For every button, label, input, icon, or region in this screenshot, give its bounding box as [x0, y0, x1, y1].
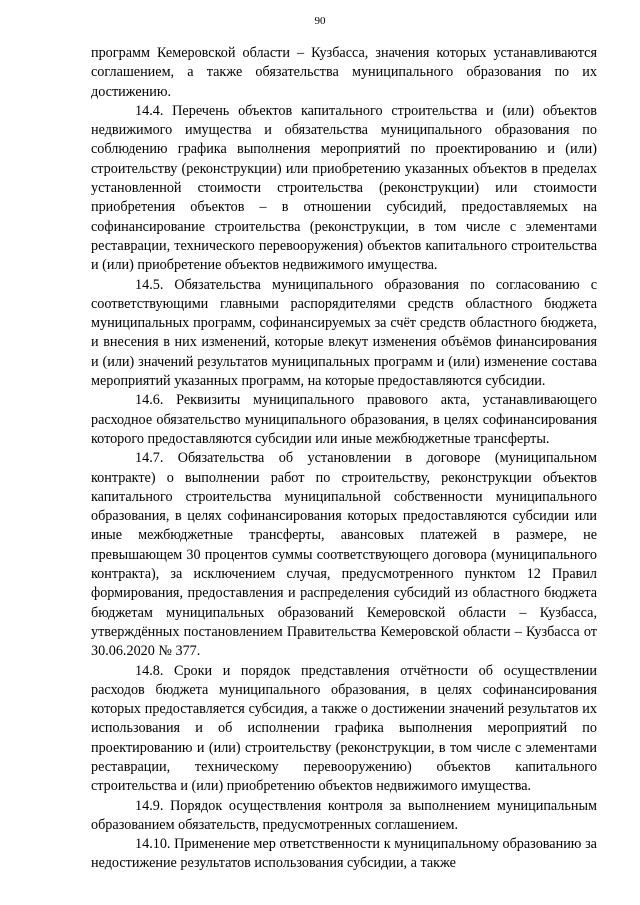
page-number: 90: [314, 15, 326, 27]
paragraph-14-8: 14.8. Сроки и порядок представления отчётности об осуществлении расходов бюджета муниципального образования, в целях софинансирования которых предоставляется субсидия, а также о достижении значений результатов их использования и об исполнении графика выполнения мероприятий по проектированию и (или) строительству (реконструкции, в том числе с элементами реставрации, техническому перевооружению) объектов капитального строительства и (или) приобретению объектов недвижимого имущества.: [91, 662, 597, 795]
document-body: [91, 44, 597, 874]
paragraph-14-5: 14.5. Обязательства муниципального образования по согласованию с соответствующими главными распорядителями средств областного бюджета муниципальных программ, софинансируемых за счёт средств областного бюджета, и внесения в них изменений, которые влекут изменения объёмов финансирования и (или) значений результатов муниципальных программ и (или) изменение состава мероприятий указанных программ, на которые предоставляются субсидии.: [91, 276, 597, 390]
paragraph-14-4: 14.4. Перечень объектов капитального строительства и (или) объектов недвижимого имущества и обязательства муниципального образования по соблюдению графика выполнения мероприятий по проектированию и (или) строительству (реконструкции) или приобретению указанных объектов в пределах установленной стоимости строительства (реконструкции) или стоимости приобретения объектов – в отношении субсидий, предоставляемых на софинансирование строительства (реконструкции, в том числе с элементами реставрации, технического перевооружения) объектов капитального строительства и (или) приобретение объектов недвижимого имущества.: [91, 102, 597, 274]
paragraph-14-6: 14.6. Реквизиты муниципального правового акта, устанавливающего расходное обязательство муниципального образования, в целях софинансирования которого предоставляются субсидии или иные межбюджетные трансферты.: [91, 392, 597, 447]
paragraph-14-10: 14.10. Применение мер ответственности к муниципальному образованию за недостижение результатов использования субсидии, а также: [91, 836, 597, 872]
paragraph-14-9: 14.9. Порядок осуществления контроля за выполнением муниципальным образованием обязательств, предусмотренных соглашением.: [91, 797, 597, 833]
paragraph-continuation: программ Кемеровской области – Кузбасса, значения которых устанавливаются соглашением, а также обязательства муниципального образования по их достижению.: [91, 45, 597, 100]
paragraph-14-7: 14.7. Обязательства об установлении в договоре (муниципальном контракте) о выполнении работ по строительству, реконструкции объектов капитального строительства муниципальной собственности муниципального образования, в целях софинансирования которых предоставляются субсидии или иные межбюджетные трансферты, авансовых платежей в размере, не превышающем 30 процентов суммы соответствующего договора (муниципального контракта), за исключением случая, предусмотренного пунктом 12 Правил формирования, предоставления и распределения субсидий из областного бюджета бюджетам муниципальных образований Кемеровской области – Кузбасса, утверждённых постановлением Правительства Кемеровской области – Кузбасса от 30.06.2020 № 377.: [91, 450, 597, 660]
